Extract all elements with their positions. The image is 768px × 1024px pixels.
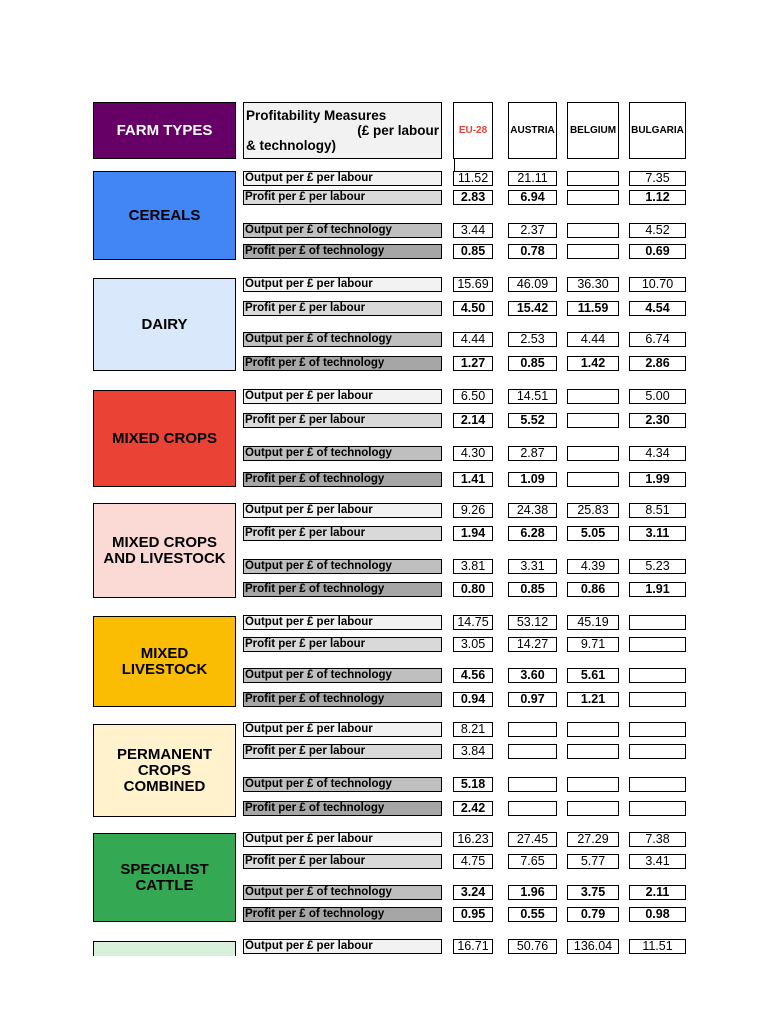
value-cell bbox=[567, 472, 619, 487]
value-cell: 4.75 bbox=[453, 854, 493, 869]
value-cell: 11.52 bbox=[453, 171, 493, 186]
value-cell bbox=[629, 777, 686, 792]
measures-header-line-2: (£ per labour bbox=[357, 123, 439, 138]
value-cell: 1.96 bbox=[508, 885, 557, 900]
value-cell: 5.00 bbox=[629, 389, 686, 404]
value-cell: 5.52 bbox=[508, 413, 557, 428]
value-cell: 5.77 bbox=[567, 854, 619, 869]
value-cell: 3.81 bbox=[453, 559, 493, 574]
measure-label: Profit per £ per labour bbox=[243, 301, 442, 316]
value-cell: 4.56 bbox=[453, 668, 493, 683]
value-cell: 4.39 bbox=[567, 559, 619, 574]
value-cell: 3.41 bbox=[629, 854, 686, 869]
value-cell: 2.14 bbox=[453, 413, 493, 428]
value-cell: 3.44 bbox=[453, 223, 493, 238]
value-cell: 0.85 bbox=[453, 244, 493, 259]
value-cell: 8.21 bbox=[453, 722, 493, 737]
value-cell: 0.98 bbox=[629, 907, 686, 922]
value-cell: 0.85 bbox=[508, 582, 557, 597]
measure-label: Profit per £ of technology bbox=[243, 801, 442, 816]
value-cell: 0.55 bbox=[508, 907, 557, 922]
value-cell: 15.69 bbox=[453, 277, 493, 292]
value-cell: 7.65 bbox=[508, 854, 557, 869]
value-cell bbox=[567, 722, 619, 737]
measure-label: Output per £ per labour bbox=[243, 615, 442, 630]
value-cell: 1.94 bbox=[453, 526, 493, 541]
value-cell: 1.99 bbox=[629, 472, 686, 487]
farm-type-cell bbox=[93, 616, 236, 707]
value-cell: 1.42 bbox=[567, 356, 619, 371]
value-cell: 0.95 bbox=[453, 907, 493, 922]
value-cell: 2.87 bbox=[508, 446, 557, 461]
value-cell: 3.60 bbox=[508, 668, 557, 683]
value-cell: 2.37 bbox=[508, 223, 557, 238]
farm-type-label: PERMANENT CROPS COMBINED bbox=[116, 745, 212, 795]
measure-label: Output per £ of technology bbox=[243, 885, 442, 900]
value-cell: 3.84 bbox=[453, 744, 493, 759]
value-cell bbox=[629, 668, 686, 683]
value-cell: 2.86 bbox=[629, 356, 686, 371]
value-cell: 25.83 bbox=[567, 503, 619, 518]
value-cell: 6.50 bbox=[453, 389, 493, 404]
measure-label: Output per £ per labour bbox=[243, 503, 442, 518]
measure-label: Output per £ of technology bbox=[243, 223, 442, 238]
value-cell: 0.69 bbox=[629, 244, 686, 259]
value-cell bbox=[629, 692, 686, 707]
measure-label: Profit per £ per labour bbox=[243, 854, 442, 869]
measure-label: Output per £ per labour bbox=[243, 832, 442, 847]
value-cell: 6.28 bbox=[508, 526, 557, 541]
measures-header-line-3: & technology) bbox=[246, 138, 336, 153]
value-cell bbox=[567, 446, 619, 461]
farm-type-cell bbox=[93, 833, 236, 922]
value-cell: 27.29 bbox=[567, 832, 619, 847]
value-cell bbox=[567, 171, 619, 186]
country-header-bulgaria bbox=[629, 102, 686, 159]
farm-type-cell bbox=[93, 503, 236, 598]
measure-label: Output per £ per labour bbox=[243, 171, 442, 186]
farm-type-label: CEREALS bbox=[128, 206, 201, 224]
measure-label: Profit per £ of technology bbox=[243, 356, 442, 371]
value-cell: 0.86 bbox=[567, 582, 619, 597]
value-cell: 53.12 bbox=[508, 615, 557, 630]
value-cell: 2.11 bbox=[629, 885, 686, 900]
value-cell bbox=[508, 777, 557, 792]
measure-label: Output per £ of technology bbox=[243, 668, 442, 683]
value-cell bbox=[629, 637, 686, 652]
value-cell: 6.94 bbox=[508, 190, 557, 205]
farm-type-label: MIXED CROPS bbox=[111, 429, 217, 447]
country-label: AUSTRIA bbox=[510, 125, 555, 136]
farm-type-cell bbox=[93, 941, 236, 956]
value-cell: 14.27 bbox=[508, 637, 557, 652]
value-cell: 0.94 bbox=[453, 692, 493, 707]
value-cell bbox=[508, 722, 557, 737]
value-cell: 3.24 bbox=[453, 885, 493, 900]
measure-label: Profit per £ per labour bbox=[243, 526, 442, 541]
value-cell bbox=[567, 744, 619, 759]
value-cell: 2.53 bbox=[508, 332, 557, 347]
measure-label: Output per £ of technology bbox=[243, 777, 442, 792]
farm-type-cell bbox=[93, 171, 236, 260]
value-cell: 45.19 bbox=[567, 615, 619, 630]
country-header-austria bbox=[508, 102, 557, 159]
value-cell: 9.26 bbox=[453, 503, 493, 518]
measure-label: Profit per £ per labour bbox=[243, 744, 442, 759]
measure-label: Output per £ per labour bbox=[243, 939, 442, 954]
measure-label: Output per £ of technology bbox=[243, 446, 442, 461]
value-cell: 0.80 bbox=[453, 582, 493, 597]
value-cell: 5.23 bbox=[629, 559, 686, 574]
value-cell: 14.51 bbox=[508, 389, 557, 404]
value-cell: 4.50 bbox=[453, 301, 493, 316]
value-cell: 3.31 bbox=[508, 559, 557, 574]
value-cell: 2.83 bbox=[453, 190, 493, 205]
value-cell: 136.04 bbox=[567, 939, 619, 954]
measure-label: Output per £ of technology bbox=[243, 559, 442, 574]
value-cell: 1.12 bbox=[629, 190, 686, 205]
value-cell: 2.42 bbox=[453, 801, 493, 816]
value-cell: 27.45 bbox=[508, 832, 557, 847]
value-cell: 7.35 bbox=[629, 171, 686, 186]
measures-header-line-1: Profitability Measures bbox=[246, 108, 387, 123]
value-cell: 3.75 bbox=[567, 885, 619, 900]
measure-label: Profit per £ of technology bbox=[243, 472, 442, 487]
measure-label: Profit per £ per labour bbox=[243, 413, 442, 428]
value-cell bbox=[567, 223, 619, 238]
measure-label: Output per £ per labour bbox=[243, 277, 442, 292]
value-cell: 0.78 bbox=[508, 244, 557, 259]
value-cell bbox=[629, 801, 686, 816]
country-header-eu28 bbox=[453, 102, 493, 159]
value-cell: 4.44 bbox=[567, 332, 619, 347]
value-cell: 36.30 bbox=[567, 277, 619, 292]
value-cell bbox=[567, 801, 619, 816]
value-cell bbox=[567, 777, 619, 792]
value-cell: 15.42 bbox=[508, 301, 557, 316]
value-cell: 0.97 bbox=[508, 692, 557, 707]
value-cell: 4.30 bbox=[453, 446, 493, 461]
value-cell: 5.61 bbox=[567, 668, 619, 683]
farm-type-label: MIXED LIVESTOCK bbox=[121, 644, 208, 678]
value-cell: 4.52 bbox=[629, 223, 686, 238]
value-cell: 16.71 bbox=[453, 939, 493, 954]
country-label: EU-28 bbox=[458, 125, 488, 136]
farm-type-cell bbox=[93, 390, 236, 487]
value-cell: 3.11 bbox=[629, 526, 686, 541]
value-cell: 2.30 bbox=[629, 413, 686, 428]
value-cell bbox=[567, 190, 619, 205]
value-cell: 3.05 bbox=[453, 637, 493, 652]
value-cell: 1.09 bbox=[508, 472, 557, 487]
value-cell: 0.85 bbox=[508, 356, 557, 371]
measure-label: Output per £ per labour bbox=[243, 722, 442, 737]
value-cell bbox=[567, 413, 619, 428]
country-label: BELGIUM bbox=[569, 125, 617, 136]
value-cell: 1.41 bbox=[453, 472, 493, 487]
value-cell: 24.38 bbox=[508, 503, 557, 518]
value-cell bbox=[629, 744, 686, 759]
value-cell: 1.27 bbox=[453, 356, 493, 371]
value-cell: 50.76 bbox=[508, 939, 557, 954]
value-cell: 0.79 bbox=[567, 907, 619, 922]
farm-type-label: MIXED CROPS AND LIVESTOCK bbox=[103, 533, 226, 567]
value-cell: 6.74 bbox=[629, 332, 686, 347]
value-cell: 16.23 bbox=[453, 832, 493, 847]
country-header-belgium bbox=[567, 102, 619, 159]
value-cell: 10.70 bbox=[629, 277, 686, 292]
profitability-measures-header bbox=[243, 102, 442, 159]
value-cell: 8.51 bbox=[629, 503, 686, 518]
value-cell bbox=[567, 244, 619, 259]
measure-label: Profit per £ of technology bbox=[243, 907, 442, 922]
value-cell: 7.38 bbox=[629, 832, 686, 847]
farm-type-label: SPECIALIST CATTLE bbox=[120, 860, 209, 894]
farm-types-header bbox=[93, 102, 236, 159]
value-cell bbox=[629, 722, 686, 737]
value-cell: 5.18 bbox=[453, 777, 493, 792]
value-cell: 9.71 bbox=[567, 637, 619, 652]
value-cell bbox=[508, 744, 557, 759]
farm-type-label: DAIRY bbox=[141, 315, 188, 333]
value-cell: 21.11 bbox=[508, 171, 557, 186]
measure-label: Output per £ per labour bbox=[243, 389, 442, 404]
measure-label: Output per £ of technology bbox=[243, 332, 442, 347]
value-cell bbox=[629, 615, 686, 630]
country-label: BULGARIA bbox=[631, 125, 684, 136]
measure-label: Profit per £ per labour bbox=[243, 637, 442, 652]
value-cell: 11.51 bbox=[629, 939, 686, 954]
measure-label: Profit per £ per labour bbox=[243, 190, 442, 205]
farm-type-cell bbox=[93, 724, 236, 817]
value-cell bbox=[508, 801, 557, 816]
value-cell: 4.44 bbox=[453, 332, 493, 347]
value-cell bbox=[567, 389, 619, 404]
value-cell: 5.05 bbox=[567, 526, 619, 541]
value-cell: 14.75 bbox=[453, 615, 493, 630]
value-cell: 4.34 bbox=[629, 446, 686, 461]
value-cell: 46.09 bbox=[508, 277, 557, 292]
measure-label: Profit per £ of technology bbox=[243, 692, 442, 707]
value-cell: 11.59 bbox=[567, 301, 619, 316]
value-cell: 4.54 bbox=[629, 301, 686, 316]
farm-type-cell bbox=[93, 278, 236, 371]
value-cell: 1.21 bbox=[567, 692, 619, 707]
value-cell: 1.91 bbox=[629, 582, 686, 597]
measure-label: Profit per £ of technology bbox=[243, 244, 442, 259]
measure-label: Profit per £ of technology bbox=[243, 582, 442, 597]
farm-types-header-label: FARM TYPES bbox=[116, 122, 213, 139]
